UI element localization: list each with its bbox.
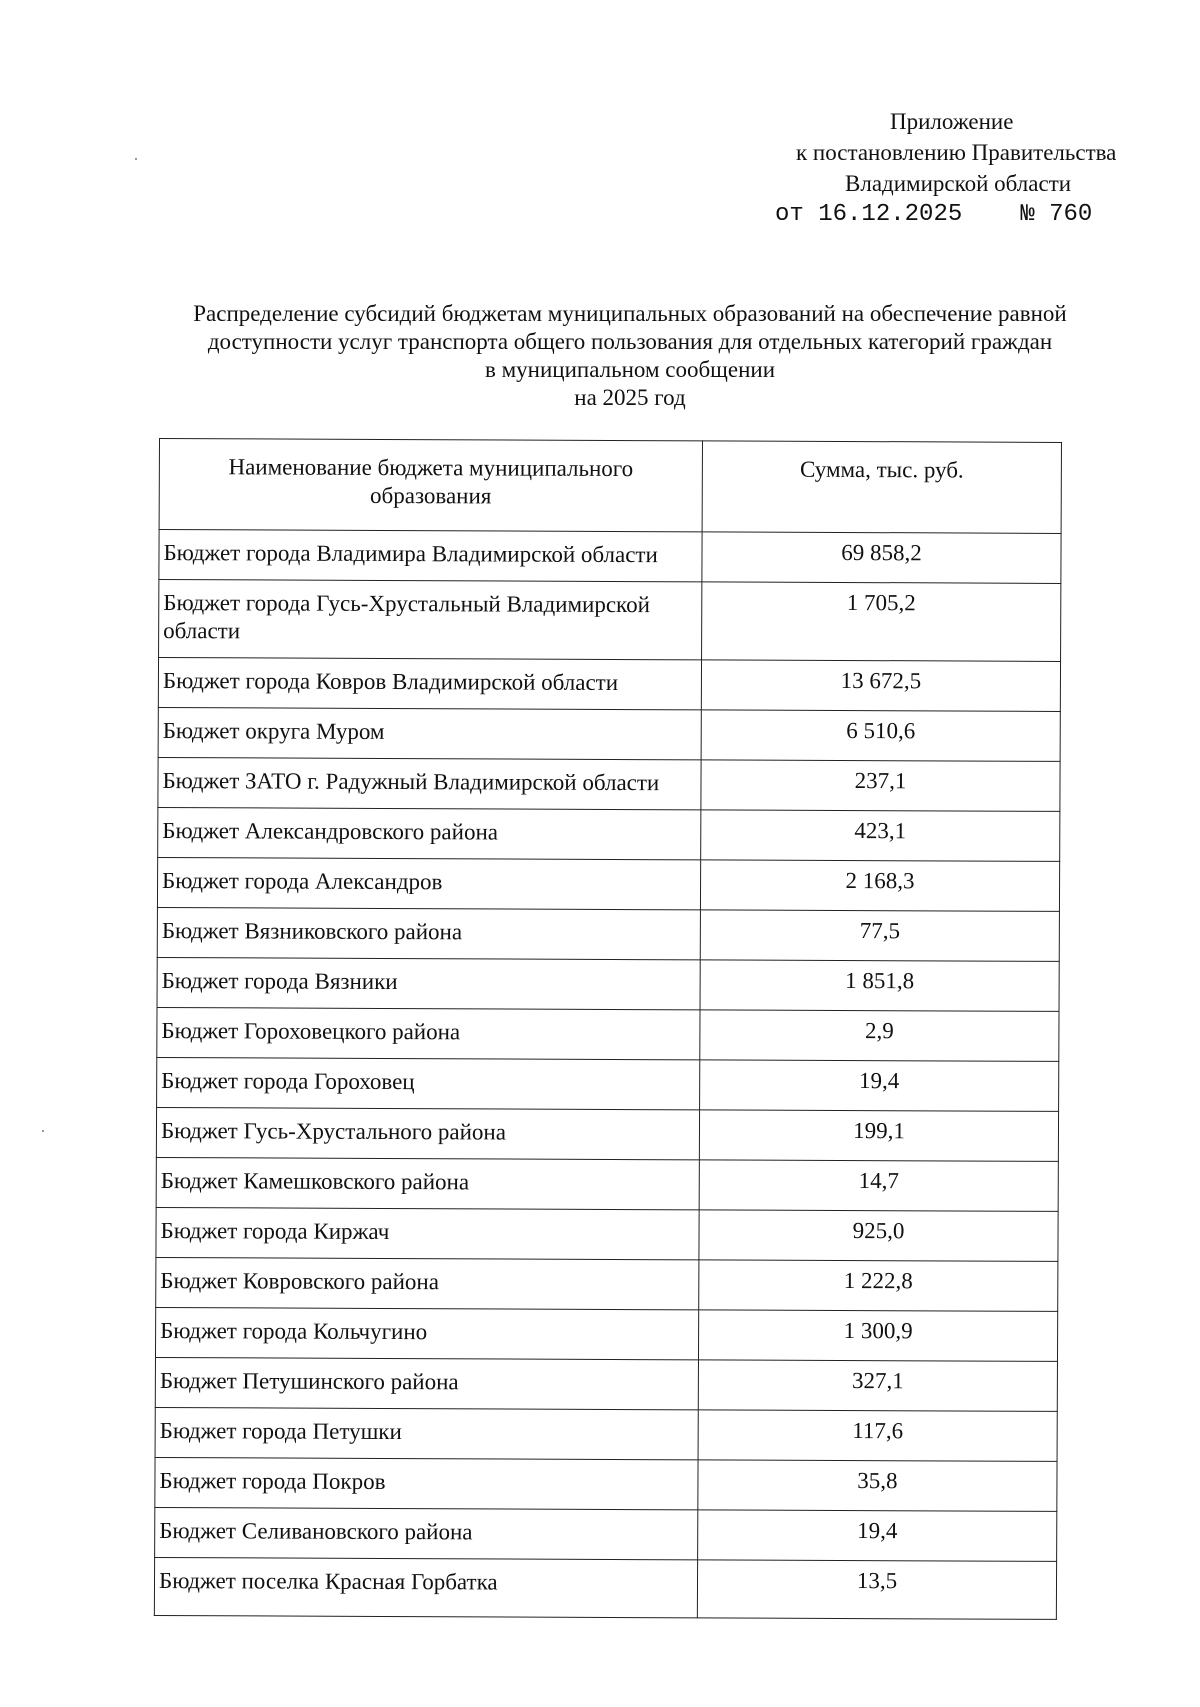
budget-name: Бюджет Петушинского района (155, 1357, 698, 1409)
budget-name: Бюджет Ковровского района (156, 1257, 699, 1309)
budget-sum: 1 705,2 (702, 582, 1061, 662)
budget-sum: 2 168,3 (700, 860, 1059, 912)
table-row (157, 1007, 1059, 1061)
table-row (155, 1357, 1057, 1411)
budget-sum: 6 510,6 (701, 710, 1060, 762)
title-line: доступности услуг транспорта общего пользования для отдельных категорий граждан (207, 329, 1053, 354)
budget-sum: 1 851,8 (700, 960, 1059, 1012)
budget-name: Бюджет округа Муром (158, 707, 701, 759)
table-header-row (159, 439, 1061, 534)
table-row (156, 1107, 1058, 1161)
budget-name: Бюджет Гусь-Хрустального района (156, 1107, 699, 1159)
appendix-line: к постановлению Правительства (796, 140, 1117, 165)
table-row (157, 1057, 1059, 1111)
appendix-line: Приложение (890, 109, 1014, 134)
budget-name: Бюджет города Петушки (155, 1407, 698, 1459)
budget-sum: 199,1 (699, 1110, 1058, 1162)
resolution-date: 16.12.2025 (818, 201, 963, 228)
table-row (155, 1307, 1057, 1361)
resolution-number: 760 (1049, 201, 1093, 228)
column-header-sum: Сумма, тыс. руб. (702, 441, 1061, 534)
budget-name: Бюджет города Покров (155, 1457, 698, 1509)
table-row (156, 1207, 1058, 1261)
budget-sum: 237,1 (701, 760, 1060, 812)
budget-name: Бюджет города Гусь-Хрустальный Владимирской области (159, 580, 702, 660)
table-row (157, 857, 1059, 911)
budget-name: Бюджет города Кольчугино (155, 1307, 698, 1359)
date-prefix: от (775, 201, 804, 228)
title-line: в муниципальном сообщении (484, 357, 775, 382)
document-title (150, 300, 1110, 412)
number-prefix: № (1020, 201, 1035, 228)
table-row (156, 1157, 1058, 1211)
budget-sum: 14,7 (699, 1160, 1058, 1212)
budget-sum: 423,1 (701, 810, 1060, 862)
budget-name: Бюджет Гороховецкого района (157, 1007, 700, 1059)
budget-sum: 69 858,2 (702, 532, 1061, 584)
budget-sum: 1 222,8 (699, 1260, 1058, 1312)
table-row (159, 530, 1061, 584)
table-row (157, 957, 1059, 1011)
budget-sum: 35,8 (698, 1460, 1057, 1512)
column-header-name: Наименование бюджета муниципального образования (159, 439, 702, 532)
budget-sum: 19,4 (700, 1060, 1059, 1112)
scan-speck (42, 1130, 44, 1132)
budget-sum: 327,1 (698, 1360, 1057, 1412)
budget-sum: 117,6 (698, 1410, 1057, 1462)
budget-name: Бюджет города Александров (157, 857, 700, 909)
budget-name: Бюджет города Ковров Владимирской области (158, 658, 701, 710)
table-row (155, 1407, 1057, 1461)
table-row (155, 1507, 1057, 1561)
subsidy-table (154, 438, 1062, 1620)
budget-sum: 19,4 (698, 1510, 1057, 1562)
budget-name: Бюджет поселка Красная Горбатка (154, 1557, 697, 1617)
budget-name: Бюджет Селивановского района (155, 1507, 698, 1559)
budget-name: Бюджет ЗАТО г. Радужный Владимирской области (158, 757, 701, 809)
budget-sum: 1 300,9 (698, 1310, 1057, 1362)
resolution-date-line (775, 199, 1140, 230)
table-row (154, 1557, 1056, 1619)
budget-sum: 13 672,5 (701, 660, 1060, 712)
title-line: Распределение субсидий бюджетам муниципальных образований на обеспечение равной (193, 301, 1067, 326)
budget-name: Бюджет Камешковского района (156, 1157, 699, 1209)
table-row (158, 658, 1060, 712)
budget-name: Бюджет города Владимира Владимирской области (159, 530, 702, 582)
budget-sum: 13,5 (697, 1560, 1056, 1620)
table-row (158, 807, 1060, 861)
table-row (158, 707, 1060, 761)
budget-name: Бюджет города Вязники (157, 957, 700, 1009)
budget-sum: 925,0 (699, 1210, 1058, 1262)
table-row (158, 757, 1060, 811)
title-line: на 2025 год (574, 385, 686, 410)
table-row (155, 1457, 1057, 1511)
budget-sum: 2,9 (700, 1010, 1059, 1062)
budget-name: Бюджет города Киржач (156, 1207, 699, 1259)
budget-name: Бюджет Вязниковского района (157, 907, 700, 959)
appendix-line: Владимирской области (845, 171, 1072, 196)
table-row (159, 580, 1061, 662)
appendix-block (775, 106, 1140, 230)
scan-speck (135, 158, 137, 160)
budget-sum: 77,5 (700, 910, 1059, 962)
table-row (156, 1257, 1058, 1311)
budget-name: Бюджет города Гороховец (157, 1057, 700, 1109)
table-row (157, 907, 1059, 961)
budget-name: Бюджет Александровского района (158, 807, 701, 859)
